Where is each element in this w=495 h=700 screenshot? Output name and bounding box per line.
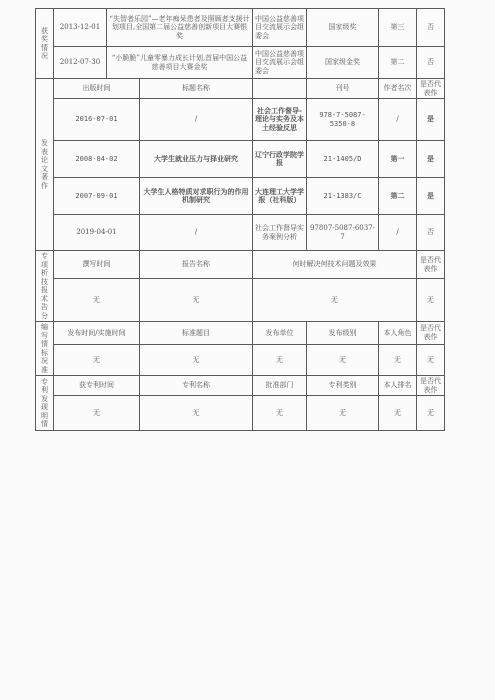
award-level: 国家级金奖 xyxy=(307,47,379,79)
award-title: “失智者乐园”—老年痴呆患者及照顾者支援计划项目,全国第二届公益慈善创新项目大赛银奖 xyxy=(107,9,253,47)
awards-section-label: 获奖情况 xyxy=(36,9,54,79)
paper-date: 2019-04-01 xyxy=(54,215,140,251)
paper-rank: / xyxy=(379,215,417,251)
papers-header-rep: 是否代表作 xyxy=(417,79,445,99)
standards-header-level: 发布级别 xyxy=(307,322,379,345)
paper-date: 2016-07-01 xyxy=(54,99,140,141)
paper-journal: 社会工作督导实务案例分析 xyxy=(253,215,307,251)
paper-journal: 社会工作督导-理论与实务及本土经验反思 xyxy=(253,99,307,141)
paper-title: 大学生就业压力与择业研究 xyxy=(140,141,253,178)
papers-header-row xyxy=(36,79,445,99)
patents-row xyxy=(36,396,445,431)
patents-header-rep: 是否代表作 xyxy=(417,376,445,396)
standards-unit: 无 xyxy=(253,344,307,375)
analysis-report: 无 xyxy=(140,279,253,322)
patents-dept: 无 xyxy=(253,396,307,431)
standards-header-rep: 是否代表作 xyxy=(417,322,445,345)
paper-title: / xyxy=(140,215,253,251)
standards-role: 无 xyxy=(379,344,417,375)
patents-header-time: 获专利时间 xyxy=(54,376,140,396)
award-row xyxy=(36,9,445,47)
paper-representative: 是 xyxy=(417,99,445,141)
papers-header-issn: 刊号 xyxy=(307,79,379,99)
award-org: 中国公益慈善项目交流展示会组委会 xyxy=(253,47,307,79)
award-org: 中国公益慈善项目交流展示会组委会 xyxy=(253,9,307,47)
patents-section-label: 专利发现明情 xyxy=(36,376,54,431)
paper-representative: 是 xyxy=(417,141,445,178)
patents-header-dept: 批准部门 xyxy=(253,376,307,396)
paper-journal: 大连理工大学学报（社科版） xyxy=(253,178,307,215)
paper-rank: / xyxy=(379,99,417,141)
paper-issn: 21-1405/D xyxy=(307,141,379,178)
paper-rank: 第一 xyxy=(379,141,417,178)
award-rank: 第二 xyxy=(379,47,417,79)
analysis-author: 无 xyxy=(54,279,140,322)
papers-header-title: 标题名称 xyxy=(140,79,253,99)
papers-section-label: 发表论文著作 xyxy=(36,79,54,251)
patents-header-rank: 本人排名 xyxy=(379,376,417,396)
analysis-representative: 无 xyxy=(417,279,445,322)
paper-issn: 97807-5087-6037-7 xyxy=(307,215,379,251)
award-rank: 第三 xyxy=(379,9,417,47)
paper-row xyxy=(36,178,445,215)
paper-journal: 辽宁行政学院学报 xyxy=(253,141,307,178)
standards-section-label: 编写情标况准 xyxy=(36,322,54,376)
award-level: 国家级奖 xyxy=(307,9,379,47)
papers-header-rank: 作者名次 xyxy=(379,79,417,99)
paper-issn: 21-1383/C xyxy=(307,178,379,215)
qualification-form-table xyxy=(35,8,445,431)
award-title: “小脆脆”儿童零暴力成长计划,首届中国公益慈善项目大赛金奖 xyxy=(107,47,253,79)
standards-title: 无 xyxy=(140,344,253,375)
patents-header-name: 专利名称 xyxy=(140,376,253,396)
analysis-header-report: 报告名称 xyxy=(140,251,253,279)
award-row xyxy=(36,47,445,79)
paper-title: 大学生人格特质对求职行为的作用机制研究 xyxy=(140,178,253,215)
standards-header-role: 本人角色 xyxy=(379,322,417,345)
paper-rank: 第二 xyxy=(379,178,417,215)
paper-representative: 是 xyxy=(417,178,445,215)
analysis-header-issue: 何时解决何技术问题及效果 xyxy=(253,251,417,279)
standards-representative: 无 xyxy=(417,344,445,375)
analysis-row xyxy=(36,279,445,322)
papers-header-date: 出版时间 xyxy=(54,79,140,99)
patents-time: 无 xyxy=(54,396,140,431)
analysis-header-rep: 是否代表作 xyxy=(417,251,445,279)
patents-header-type: 专利类别 xyxy=(307,376,379,396)
papers-header-journal xyxy=(253,79,307,99)
patents-representative: 无 xyxy=(417,396,445,431)
paper-date: 2008-04-02 xyxy=(54,141,140,178)
award-date: 2013-12-01 xyxy=(54,9,107,47)
paper-row xyxy=(36,141,445,178)
standards-level: 无 xyxy=(307,344,379,375)
analysis-issue: 无 xyxy=(253,279,417,322)
paper-row xyxy=(36,215,445,251)
standards-row xyxy=(36,344,445,375)
analysis-header-author: 撰写时间 xyxy=(54,251,140,279)
paper-representative: 否 xyxy=(417,215,445,251)
standards-header-unit: 发布单位 xyxy=(253,322,307,345)
standards-header-date: 发布时间/实施时间 xyxy=(54,322,140,345)
award-representative: 否 xyxy=(417,9,445,47)
paper-issn: 978-7-5087-5350-8 xyxy=(307,99,379,141)
standards-date: 无 xyxy=(54,344,140,375)
paper-title: / xyxy=(140,99,253,141)
paper-date: 2007-09-01 xyxy=(54,178,140,215)
standards-header-row xyxy=(36,322,445,345)
analysis-header-row xyxy=(36,251,445,279)
patents-name: 无 xyxy=(140,396,253,431)
standards-header-title: 标准题目 xyxy=(140,322,253,345)
award-representative: 否 xyxy=(417,47,445,79)
patents-type: 无 xyxy=(307,396,379,431)
patents-header-row xyxy=(36,376,445,396)
patents-rank: 无 xyxy=(379,396,417,431)
award-date: 2012-07-30 xyxy=(54,47,107,79)
paper-row xyxy=(36,99,445,141)
analysis-section-label: 专项析技报术告分 xyxy=(36,251,54,322)
